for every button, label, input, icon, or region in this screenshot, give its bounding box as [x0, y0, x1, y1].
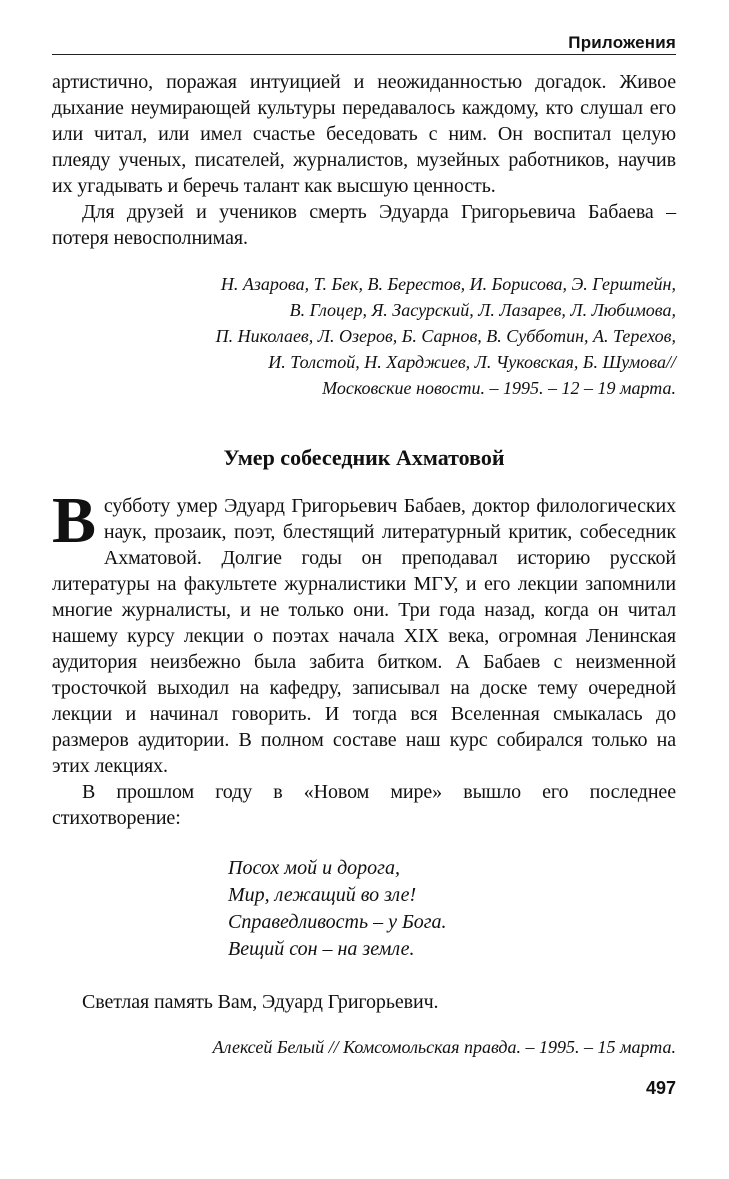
- article-source: Алексей Белый // Комсомольская правда. – 1995. – 15 марта.: [212, 1037, 676, 1057]
- farewell-line: Светлая память Вам, Эдуард Григорьевич.: [82, 991, 439, 1013]
- intro-paragraph-2: Для друзей и учеников смерть Эдуарда Григорьевича Бабаева – потеря невосполнимая.: [52, 201, 676, 249]
- poem-line: Посох мой и дорога,: [228, 857, 400, 879]
- drop-cap: В: [52, 484, 96, 557]
- signature-line: П. Николаев, Л. Озеров, Б. Сарнов, В. Субботин, А. Терехов,: [215, 326, 676, 346]
- page-number: 497: [645, 1078, 676, 1098]
- intro-paragraph-1: артистично, поражая интуицией и неожиданностью догадок. Живое дыхание неумирающей культуры передавалось каждому, кто слушал его или читал, или имел счастье беседовать с ним. Он воспитал целую плеяду ученых, писателей, журналистов, музейных работников, научив их угадывать и беречь талант как высшую ценность.: [52, 71, 676, 197]
- article-body: [52, 484, 676, 1058]
- article-paragraph-1: [52, 484, 676, 779]
- article-paragraph-1-text: субботу умер Эдуард Григорьевич Бабаев, доктор филологических наук, прозаик, поэт, блестящий литературный критик, собеседник Ахматовой. Долгие годы он преподавал историю русской литературы на факультете журналистики МГУ, и его лекции запомнили многие журналисты, и не только они. Три года назад, когда он читал нашему курсу лекции о поэтах начала XIX века, огромная Ленинская аудитория неизбежно была забита битком. А Бабаев с неизменной тросточкой выходил на кафедру, записывал на доске тему очередной лекции и начинал говорить. И тогда вся Вселенная смыкалась до размеров аудитории. В полном составе наш курс собирался только на этих лекциях.: [52, 495, 676, 777]
- signature-line: Н. Азарова, Т. Бек, В. Берестов, И. Борисова, Э. Герштейн,: [220, 274, 676, 294]
- book-page: [52, 30, 676, 1099]
- signature-line: И. Толстой, Н. Харджиев, Л. Чуковская, Б. Шумова//: [268, 352, 676, 372]
- poem-line: Мир, лежащий во зле!: [228, 884, 417, 906]
- section-title: Приложения: [568, 33, 676, 52]
- running-header: [52, 30, 676, 55]
- poem: [228, 855, 676, 963]
- poem-line: Вещий сон – на земле.: [228, 938, 415, 960]
- signature-source-line: Московские новости. – 1995. – 12 – 19 марта.: [322, 378, 676, 398]
- article-paragraph-2: В прошлом году в «Новом мире» вышло его последнее стихотворение:: [52, 781, 676, 829]
- article-title: Умер собеседник Ахматовой: [223, 445, 505, 470]
- signatures-block: [52, 271, 676, 401]
- signature-line: В. Глоцер, Я. Засурский, Л. Лазарев, Л. Любимова,: [289, 300, 676, 320]
- poem-line: Справедливость – у Бога.: [228, 911, 447, 933]
